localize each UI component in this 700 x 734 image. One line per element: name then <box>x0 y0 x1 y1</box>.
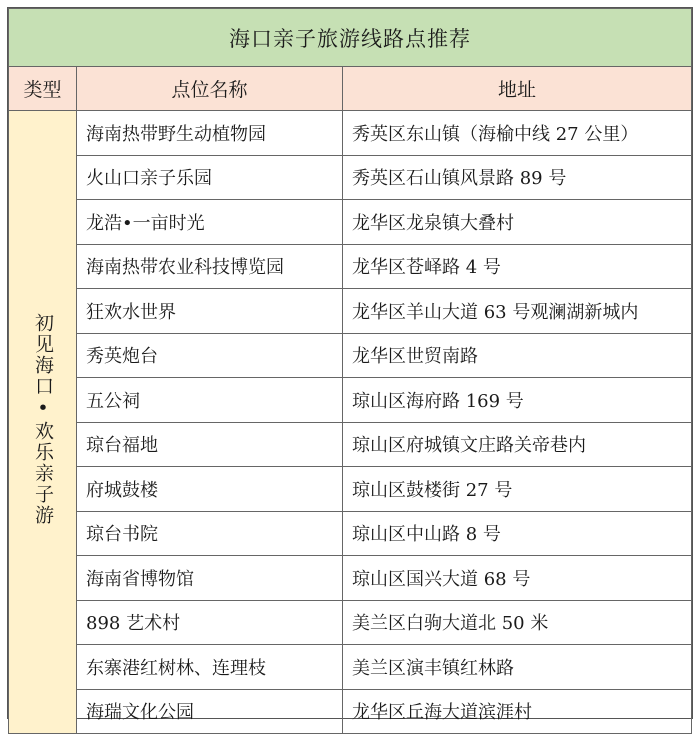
place-name: 东寨港红树林、连理枝 <box>77 645 343 690</box>
place-address: 龙华区龙泉镇大叠村 <box>343 200 692 245</box>
place-name: 海南省博物馆 <box>77 556 343 601</box>
place-name: 龙浩•一亩时光 <box>77 200 343 245</box>
place-address: 琼山区府城镇文庄路关帝巷内 <box>343 422 692 467</box>
place-address: 琼山区国兴大道 68 号 <box>343 556 692 601</box>
table-row <box>9 111 692 156</box>
place-name: 琼台书院 <box>77 511 343 556</box>
place-name: 海南热带农业科技博览园 <box>77 244 343 289</box>
category-label: 初见海口•欢乐亲子游 <box>32 313 54 526</box>
place-address: 琼山区海府路 169 号 <box>343 378 692 423</box>
place-address: 秀英区东山镇（海榆中线 27 公里） <box>343 111 692 156</box>
table-row <box>9 200 692 245</box>
table-row <box>9 155 692 200</box>
place-address: 龙华区羊山大道 63 号观澜湖新城内 <box>343 289 692 334</box>
place-name: 琼台福地 <box>77 422 343 467</box>
place-name: 898 艺术村 <box>77 600 343 645</box>
table-row <box>9 645 692 690</box>
header-name: 点位名称 <box>77 67 343 111</box>
place-name: 海南热带野生动植物园 <box>77 111 343 156</box>
table-row <box>9 467 692 512</box>
table-row <box>9 422 692 467</box>
place-address: 龙华区丘海大道滨涯村 <box>343 689 692 734</box>
table-row <box>9 289 692 334</box>
title-row <box>9 9 692 67</box>
place-address: 龙华区世贸南路 <box>343 333 692 378</box>
place-name: 五公祠 <box>77 378 343 423</box>
place-address: 美兰区白驹大道北 50 米 <box>343 600 692 645</box>
recommendation-table <box>8 8 692 734</box>
category-cell <box>9 111 77 734</box>
recommendation-table-container <box>7 7 693 724</box>
header-type: 类型 <box>9 67 77 111</box>
table-title: 海口亲子旅游线路点推荐 <box>9 9 692 67</box>
place-name: 海瑞文化公园 <box>77 689 343 734</box>
table-row <box>9 333 692 378</box>
table-row <box>9 600 692 645</box>
place-name: 秀英炮台 <box>77 333 343 378</box>
table-row <box>9 556 692 601</box>
table-row <box>9 378 692 423</box>
place-name: 狂欢水世界 <box>77 289 343 334</box>
place-name: 府城鼓楼 <box>77 467 343 512</box>
table-row <box>9 244 692 289</box>
table-row <box>9 511 692 556</box>
header-address: 地址 <box>343 67 692 111</box>
place-address: 秀英区石山镇风景路 89 号 <box>343 155 692 200</box>
place-address: 龙华区苍峄路 4 号 <box>343 244 692 289</box>
place-address: 琼山区中山路 8 号 <box>343 511 692 556</box>
place-name: 火山口亲子乐园 <box>77 155 343 200</box>
table-row <box>9 689 692 734</box>
header-row <box>9 67 692 111</box>
place-address: 琼山区鼓楼街 27 号 <box>343 467 692 512</box>
place-address: 美兰区演丰镇红林路 <box>343 645 692 690</box>
